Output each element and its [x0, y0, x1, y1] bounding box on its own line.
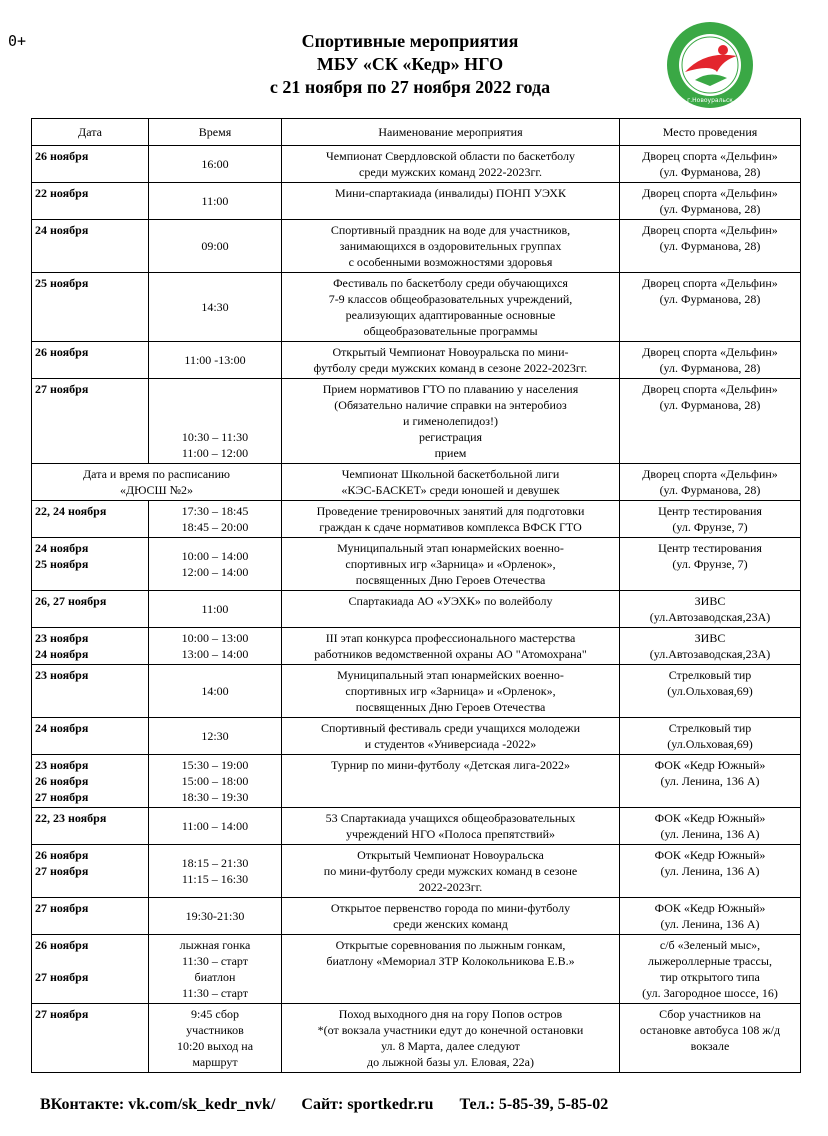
event-cell-line: Спартакиада АО «УЭХК» по волейболу: [348, 594, 553, 608]
date-cell: [32, 146, 149, 183]
place-cell-line: (ул. Ленина, 136 А): [660, 774, 760, 788]
table-row: [32, 808, 801, 845]
time-cell-line: 18:45 – 20:00: [181, 520, 249, 534]
date-cell-line: 24 ноября: [35, 223, 89, 237]
place-cell-line: Дворец спорта «Дельфин»: [642, 223, 778, 237]
events-table: [31, 118, 801, 1073]
event-cell-line: ул. 8 Марта, далее следуют: [381, 1039, 520, 1053]
time-cell-line: 13:00 – 14:00: [181, 647, 249, 661]
time-cell-line: 10:00 – 14:00: [181, 549, 249, 563]
time-cell-line: 11:00: [201, 194, 229, 208]
event-cell-line: по мини-футболу среди мужских команд в сезоне: [323, 864, 578, 878]
place-cell-line: (ул. Фурманова, 28): [659, 165, 761, 179]
place-cell: [620, 755, 801, 808]
place-cell-line: Дворец спорта «Дельфин»: [642, 149, 778, 163]
event-cell: [282, 273, 620, 342]
place-cell-line: (ул. Фрунзе, 7): [672, 520, 748, 534]
event-cell-line: с особенными возможностями здоровья: [348, 255, 553, 269]
time-cell-line: 17:30 – 18:45: [181, 504, 249, 518]
date-cell-line: 26, 27 ноября: [35, 594, 107, 608]
place-cell-line: ФОК «Кедр Южный»: [654, 901, 766, 915]
place-cell-line: Дворец спорта «Дельфин»: [642, 467, 778, 481]
table-row: [32, 665, 801, 718]
time-cell: [149, 845, 282, 898]
event-cell-line: Прием нормативов ГТО по плаванию у населения: [322, 382, 579, 396]
event-cell: [282, 898, 620, 935]
time-cell-line: 09:00: [201, 239, 229, 253]
event-cell-line: граждан к сдаче нормативов комплекса ВФСК ГТО: [319, 520, 582, 534]
event-cell-line: и гименолепидоз!): [403, 414, 498, 428]
event-cell: [282, 628, 620, 665]
time-cell-line: [152, 397, 278, 413]
time-cell-line: 10:30 – 11:30: [181, 430, 249, 444]
time-cell: [149, 628, 282, 665]
date-cell-line: 26 ноября: [35, 774, 89, 788]
place-cell-line: (ул. Ленина, 136 А): [660, 917, 760, 931]
title-line-3: с 21 ноября по 27 ноября 2022 года: [269, 77, 551, 97]
place-cell-line: ФОК «Кедр Южный»: [654, 758, 766, 772]
time-cell-line: 12:30: [201, 729, 229, 743]
event-cell-line: среди мужских команд 2022-2023гг.: [359, 165, 542, 179]
time-cell-line: 11:00 – 12:00: [181, 446, 249, 460]
table-row: [32, 538, 801, 591]
event-cell-line: Мини-спартакиада (инвалиды) ПОНП УЭХК: [335, 186, 566, 200]
place-cell-line: с/б «Зеленый мыс»,: [659, 938, 761, 952]
event-cell-line: посвященных Дню Героев Отечества: [355, 700, 546, 714]
time-cell: [149, 273, 282, 342]
date-cell: [32, 220, 149, 273]
event-cell-line: прием: [434, 446, 467, 460]
place-cell-line: ЗИВС: [694, 631, 726, 645]
place-cell-line: остановке автобуса 108 ж/д: [639, 1023, 781, 1037]
table-row: [32, 464, 801, 501]
place-cell-line: (ул. Фурманова, 28): [659, 239, 761, 253]
table-row: [32, 273, 801, 342]
event-cell: [282, 591, 620, 628]
place-cell-line: Центр тестирования: [658, 504, 762, 518]
time-cell: [149, 808, 282, 845]
place-cell-line: ФОК «Кедр Южный»: [654, 811, 766, 825]
date-cell: [32, 718, 149, 755]
header-time: Время: [149, 119, 282, 146]
time-cell-line: 11:00 -13:00: [184, 353, 246, 367]
time-cell: [149, 183, 282, 220]
event-cell: [282, 808, 620, 845]
date-cell-line: 22 ноября: [35, 186, 89, 200]
place-cell: [620, 665, 801, 718]
header-event: Наименование мероприятия: [282, 119, 620, 146]
event-cell-line: регистрация: [418, 430, 483, 444]
time-cell-line: 19:30-21:30: [185, 909, 245, 923]
place-cell-line: ЗИВС: [694, 594, 726, 608]
event-cell-line: *(от вокзала участники едут до конечной остановки: [317, 1023, 584, 1037]
time-cell-line: 11:30 – старт: [181, 954, 249, 968]
event-cell-line: III этап конкурса профессионального мастерства: [325, 631, 576, 645]
place-cell-line: Дворец спорта «Дельфин»: [642, 276, 778, 290]
event-cell: [282, 718, 620, 755]
place-cell: [620, 898, 801, 935]
place-cell-line: ФОК «Кедр Южный»: [654, 848, 766, 862]
event-cell: [282, 1004, 620, 1073]
event-cell-line: Открытые соревнования по лыжным гонкам,: [335, 938, 566, 952]
time-cell-line: 18:30 – 19:30: [181, 790, 249, 804]
table-row: [32, 755, 801, 808]
event-cell: [282, 501, 620, 538]
event-cell-line: реализующих адаптированные основные: [345, 308, 556, 322]
date-cell: [32, 665, 149, 718]
place-cell-line: Дворец спорта «Дельфин»: [642, 345, 778, 359]
place-cell: [620, 591, 801, 628]
time-cell-line: 18:15 – 21:30: [181, 856, 249, 870]
event-cell-line: Открытый Чемпионат Новоуральска по мини-: [332, 345, 569, 359]
time-cell-line: участников: [186, 1023, 244, 1037]
event-cell-line: Поход выходного дня на гору Попов остров: [338, 1007, 563, 1021]
event-cell-line: Спортивный фестиваль среди учащихся молодежи: [320, 721, 581, 735]
time-cell-line: 14:00: [201, 684, 229, 698]
place-cell-line: (ул. Ленина, 136 А): [660, 864, 760, 878]
place-cell: [620, 845, 801, 898]
event-cell: [282, 755, 620, 808]
place-cell-line: Дворец спорта «Дельфин»: [642, 382, 778, 396]
time-cell: [149, 379, 282, 464]
time-cell: [149, 591, 282, 628]
date-cell: [32, 935, 149, 1004]
event-cell-line: 2022-2023гг.: [418, 880, 483, 894]
date-cell-line: 24 ноября: [35, 721, 89, 735]
event-cell: [282, 464, 620, 501]
table-row: [32, 1004, 801, 1073]
footer-contacts: [40, 1096, 820, 1114]
time-cell: [149, 1004, 282, 1073]
table-row: [32, 379, 801, 464]
time-cell: [149, 342, 282, 379]
time-cell-line: 10:20 выход на: [176, 1039, 254, 1053]
place-cell-line: Центр тестирования: [658, 541, 762, 555]
event-cell-line: Чемпионат Свердловской области по баскетболу: [326, 149, 575, 163]
date-cell-line: 22, 23 ноября: [35, 811, 107, 825]
place-cell-line: (ул. Ленина, 136 А): [660, 827, 760, 841]
event-cell: [282, 665, 620, 718]
event-cell: [282, 935, 620, 1004]
event-cell-line: 53 Спартакиада учащихся общеобразовательных: [325, 811, 576, 825]
place-cell-line: Сбор участников на: [659, 1007, 761, 1021]
date-cell-line: 22, 24 ноября: [35, 504, 107, 518]
place-cell-line: тир открытого типа: [660, 970, 760, 984]
place-cell-line: (ул.Автозаводская,23А): [649, 610, 771, 624]
time-cell: [149, 220, 282, 273]
merged-date-time-cell-line: Дата и время по расписанию: [83, 467, 230, 481]
table-row: [32, 898, 801, 935]
time-cell-line: 14:30: [201, 300, 229, 314]
date-cell-line: 27 ноября: [35, 901, 89, 915]
page-title: [210, 30, 610, 99]
event-cell-line: занимающихся в оздоровительных группах: [339, 239, 562, 253]
event-cell-line: посвященных Дню Героев Отечества: [355, 573, 546, 587]
date-cell: [32, 1004, 149, 1073]
event-cell-line: и студентов «Универсиада -2022»: [364, 737, 537, 751]
date-cell: [32, 501, 149, 538]
event-cell: [282, 379, 620, 464]
place-cell: [620, 628, 801, 665]
site-link[interactable]: Сайт: sportkedr.ru: [301, 1096, 434, 1113]
date-cell: [32, 628, 149, 665]
place-cell-line: вокзале: [690, 1039, 730, 1053]
event-cell: [282, 845, 620, 898]
time-cell-line: 9:45 сбор: [191, 1007, 239, 1021]
time-cell: [149, 718, 282, 755]
time-cell-line: 11:00 – 14:00: [181, 819, 249, 833]
place-cell-line: (ул.Ольховая,69): [667, 684, 753, 698]
date-cell-line: 23 ноября: [35, 631, 89, 645]
time-cell: [149, 146, 282, 183]
date-cell-line: 23 ноября: [35, 758, 89, 772]
time-cell-line: [152, 413, 278, 429]
date-cell-line: 26 ноября: [35, 848, 89, 862]
date-cell-line: 26 ноября: [35, 938, 89, 952]
date-cell-line: 25 ноября: [35, 276, 89, 290]
place-cell-line: (ул. Фурманова, 28): [659, 361, 761, 375]
place-cell: [620, 273, 801, 342]
event-cell-line: футболу среди мужских команд в сезоне 2022-2023гг.: [313, 361, 588, 375]
event-cell: [282, 538, 620, 591]
place-cell-line: (ул. Фурманова, 28): [659, 202, 761, 216]
place-cell-line: (ул. Загородное шоссе, 16): [642, 986, 778, 1000]
table-row: [32, 935, 801, 1004]
event-cell: [282, 183, 620, 220]
table-row: [32, 501, 801, 538]
place-cell: [620, 379, 801, 464]
time-cell-line: 11:15 – 16:30: [181, 872, 249, 886]
time-cell: [149, 898, 282, 935]
place-cell-line: (ул. Фурманова, 28): [659, 292, 761, 306]
header-date: Дата: [32, 119, 149, 146]
date-cell-line: [35, 953, 145, 969]
date-cell: [32, 808, 149, 845]
time-cell: [149, 935, 282, 1004]
title-line-2: МБУ «СК «Кедр» НГО: [316, 54, 504, 74]
place-cell: [620, 220, 801, 273]
event-cell-line: учреждений НГО «Полоса препятствий»: [345, 827, 556, 841]
time-cell-line: 15:30 – 19:00: [181, 758, 249, 772]
place-cell-line: (ул.Ольховая,69): [667, 737, 753, 751]
event-cell-line: Открытое первенство города по мини-футболу: [330, 901, 571, 915]
time-cell: [149, 755, 282, 808]
time-cell-line: [152, 381, 278, 397]
event-cell-line: Турнир по мини-футболу «Детская лига-2022»: [330, 758, 571, 772]
place-cell: [620, 718, 801, 755]
time-cell: [149, 501, 282, 538]
table-row: [32, 220, 801, 273]
event-cell-line: «КЭС-БАСКЕТ» среди юношей и девушек: [341, 483, 560, 497]
place-cell-line: (ул.Автозаводская,23А): [649, 647, 771, 661]
time-cell-line: 11:00: [201, 602, 229, 616]
place-cell-line: Стрелковый тир: [668, 668, 752, 682]
place-cell: [620, 538, 801, 591]
date-cell-line: 24 ноября: [35, 647, 89, 661]
time-cell-line: 15:00 – 18:00: [181, 774, 249, 788]
place-cell: [620, 342, 801, 379]
time-cell-line: лыжная гонка: [179, 938, 251, 952]
table-row: [32, 183, 801, 220]
club-logo: [665, 20, 755, 110]
date-cell-line: 24 ноября: [35, 541, 89, 555]
event-cell-line: (Обязательно наличие справки на энтеробиоз: [334, 398, 567, 412]
event-cell-line: до лыжной базы ул. Еловая, 22а): [367, 1055, 534, 1069]
date-cell-line: 27 ноября: [35, 1007, 89, 1021]
place-cell-line: (ул. Фурманова, 28): [659, 483, 761, 497]
table-row: [32, 591, 801, 628]
date-cell: [32, 379, 149, 464]
event-cell-line: среди женских команд: [393, 917, 508, 931]
place-cell-line: (ул. Фрунзе, 7): [672, 557, 748, 571]
age-rating: 0+: [8, 32, 27, 50]
event-cell-line: спортивных игр «Зарница» и «Орленок»,: [345, 557, 556, 571]
time-cell-line: маршрут: [192, 1055, 238, 1069]
event-cell-line: работников ведомственной охраны АО "Атомохрана": [314, 647, 587, 661]
event-cell-line: Проведение тренировочных занятий для подготовки: [316, 504, 585, 518]
place-cell: [620, 501, 801, 538]
event-cell: [282, 220, 620, 273]
time-cell-line: 16:00: [201, 157, 229, 171]
date-cell: [32, 591, 149, 628]
date-cell: [32, 845, 149, 898]
phone-number: Тел.: 5-85-39, 5-85-02: [459, 1096, 609, 1113]
date-cell: [32, 342, 149, 379]
event-cell-line: Фестиваль по баскетболу среди обучающихся: [333, 276, 568, 290]
time-cell-line: 11:30 – старт: [181, 986, 249, 1000]
table-row: [32, 146, 801, 183]
event-cell-line: Открытый Чемпионат Новоуральска: [357, 848, 544, 862]
date-cell: [32, 898, 149, 935]
place-cell-line: (ул. Фурманова, 28): [659, 398, 761, 412]
table-header-row: [32, 119, 801, 146]
header-place: Место проведения: [620, 119, 801, 146]
event-cell-line: биатлону «Мемориал ЗТР Колокольникова Е.В.»: [326, 954, 575, 968]
event-cell-line: общеобразовательные программы: [363, 324, 538, 338]
place-cell-line: Дворец спорта «Дельфин»: [642, 186, 778, 200]
place-cell: [620, 464, 801, 501]
time-cell: [149, 538, 282, 591]
event-cell-line: 7-9 классов общеобразовательных учреждений,: [328, 292, 573, 306]
place-cell: [620, 146, 801, 183]
date-cell: [32, 273, 149, 342]
date-cell-line: 26 ноября: [35, 345, 89, 359]
title-line-1: Спортивные мероприятия: [301, 31, 519, 51]
date-cell-line: 27 ноября: [35, 790, 89, 804]
place-cell: [620, 183, 801, 220]
merged-date-time-cell: [32, 464, 282, 501]
table-row: [32, 718, 801, 755]
date-cell-line: 26 ноября: [35, 149, 89, 163]
event-cell-line: Чемпионат Школьной баскетбольной лиги: [341, 467, 560, 481]
event-cell-line: Муниципальный этап юнармейских военно-: [337, 541, 564, 555]
date-cell-line: 23 ноября: [35, 668, 89, 682]
place-cell-line: Стрелковый тир: [668, 721, 752, 735]
date-cell-line: 27 ноября: [35, 382, 89, 396]
date-cell: [32, 538, 149, 591]
time-cell-line: 12:00 – 14:00: [181, 565, 249, 579]
date-cell-line: 27 ноября: [35, 864, 89, 878]
time-cell: [149, 665, 282, 718]
date-cell: [32, 755, 149, 808]
event-cell: [282, 146, 620, 183]
time-cell-line: биатлон: [194, 970, 236, 984]
date-cell-line: 25 ноября: [35, 557, 89, 571]
table-row: [32, 342, 801, 379]
date-cell: [32, 183, 149, 220]
event-cell-line: Спортивный праздник на воде для участников,: [330, 223, 571, 237]
event-cell: [282, 342, 620, 379]
event-cell-line: Муниципальный этап юнармейских военно-: [337, 668, 564, 682]
time-cell-line: 10:00 – 13:00: [181, 631, 249, 645]
place-cell-line: лыжероллерные трассы,: [648, 954, 772, 968]
date-cell-line: 27 ноября: [35, 970, 89, 984]
event-cell-line: спортивных игр «Зарница» и «Орленок»,: [345, 684, 556, 698]
place-cell: [620, 808, 801, 845]
place-cell: [620, 1004, 801, 1073]
table-row: [32, 628, 801, 665]
table-row: [32, 845, 801, 898]
svg-text:г.Новоуральск: г.Новоуральск: [687, 97, 733, 104]
merged-date-time-cell-line: «ДЮСШ №2»: [119, 483, 194, 497]
place-cell: [620, 935, 801, 1004]
vk-link[interactable]: ВКонтакте: vk.com/sk_kedr_nvk/: [40, 1096, 276, 1113]
